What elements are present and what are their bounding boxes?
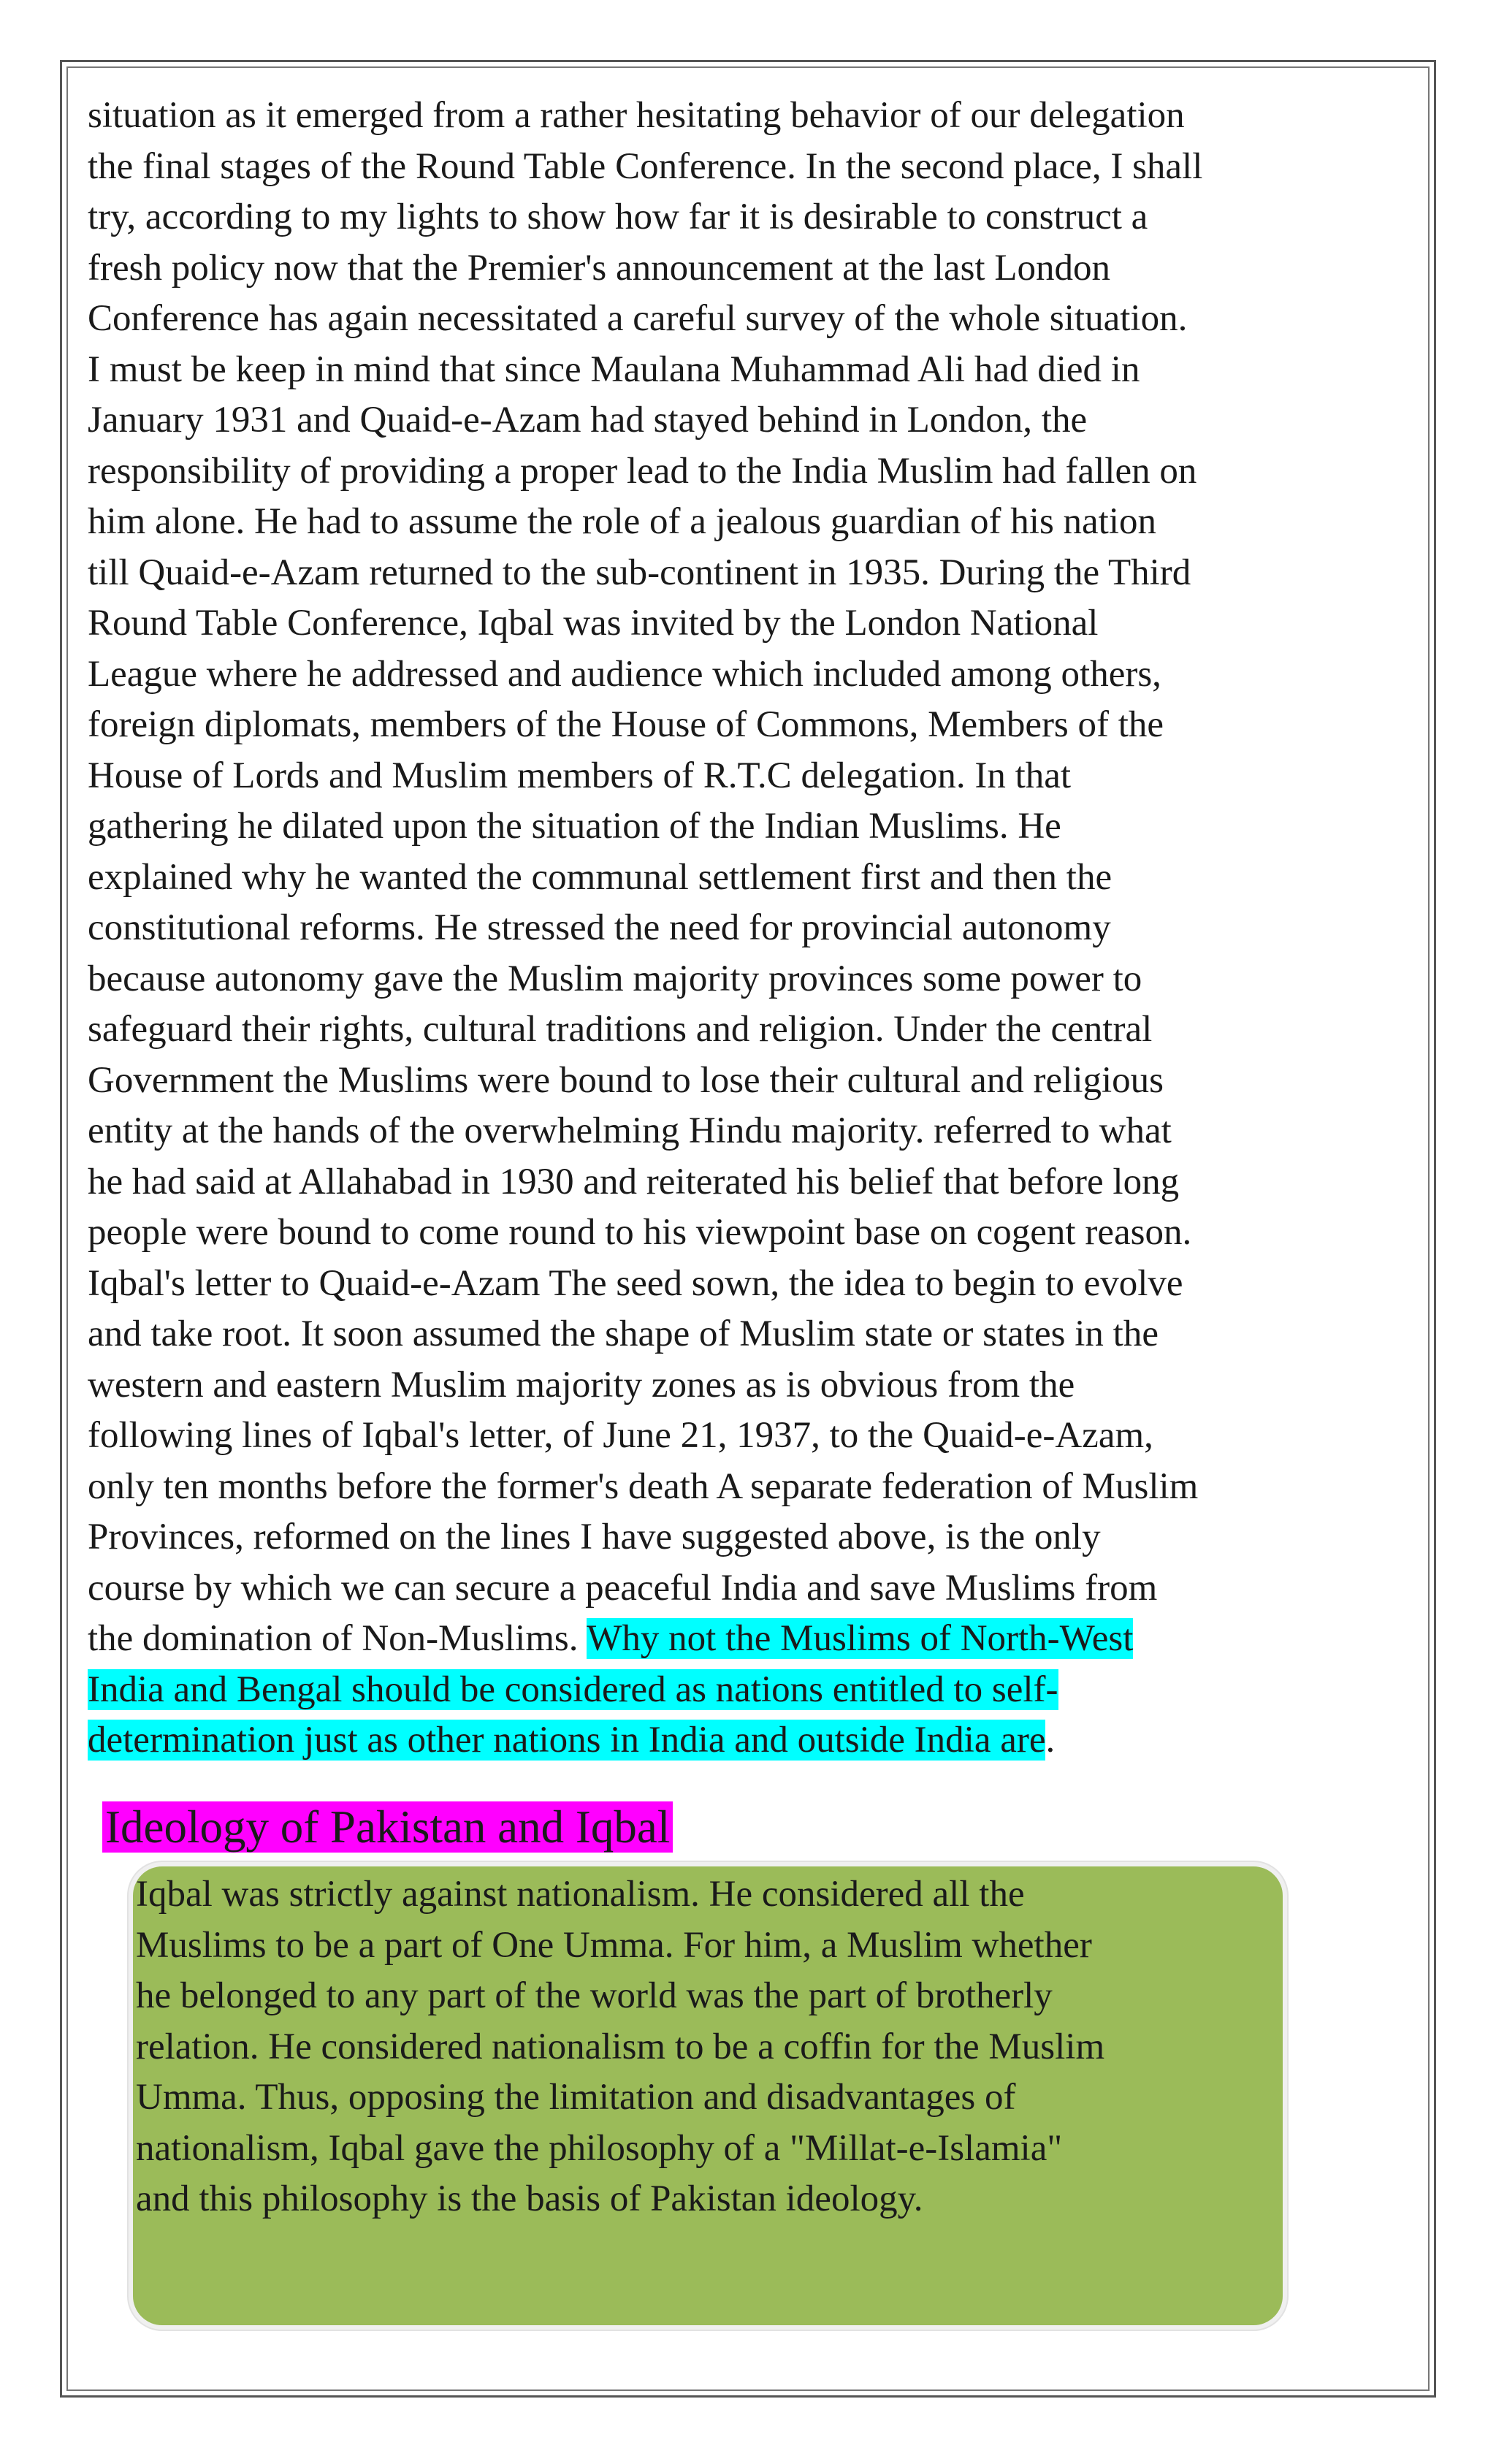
text-line: Iqbal was strictly against nationalism. He considered all the [136,1874,1025,1915]
text-line: gathering he dilated upon the situation of the Indian Muslims. He [88,806,1061,847]
text-line: House of Lords and Muslim members of R.T.C delegation. In that [88,755,1072,796]
text-line: Conference has again necessitated a careful survey of the whole situation. [88,298,1188,339]
text-line: responsibility of providing a proper lead to the India Muslim had fallen on [88,450,1197,492]
callout-text [136,1869,1290,2225]
text-line: situation as it emerged from a rather hesitating behavior of our delegation [88,95,1185,136]
text-line: fresh policy now that the Premier's announcement at the last London [88,247,1110,289]
text-segment: the domination of Non-Muslims. [88,1618,587,1659]
text-line [88,1715,1417,1766]
text-line: Umma. Thus, opposing the limitation and disadvantages of [136,2077,1016,2118]
body-paragraph [88,91,1417,1766]
heading-highlight: Ideology of Pakistan and Iqbal [102,1801,673,1853]
text-line: explained why he wanted the communal settlement first and then the [88,856,1113,898]
text-line: the final stages of the Round Table Conference. In the second place, I shall [88,145,1203,187]
text-line: January 1931 and Quaid-e-Azam had stayed behind in London, the [88,400,1088,440]
text-line: he had said at Allahabad in 1930 and reiterated his belief that before long [88,1161,1180,1202]
highlighted-text: India and Bengal should be considered as nations entitled to self- [88,1668,1058,1710]
text-line: only ten months before the former's death A separate federation of Muslim [88,1465,1199,1507]
text-line: he belonged to any part of the world was the part of brotherly [136,1975,1053,2016]
text-line: Provinces, reformed on the lines I have suggested above, is the only [88,1517,1101,1557]
text-line: Round Table Conference, Iqbal was invited by the London National [88,603,1099,644]
text-line: people were bound to come round to his viewpoint base on cogent reason. [88,1212,1192,1253]
text-line: following lines of Iqbal's letter, of June 21, 1937, to the Quaid-e-Azam, [88,1415,1153,1456]
text-line: entity at the hands of the overwhelming Hindu majority. referred to what [88,1110,1172,1151]
text-line: till Quaid-e-Azam returned to the sub-continent in 1935. During the Third [88,552,1191,593]
text-line: Iqbal's letter to Quaid-e-Azam The seed sown, the idea to begin to evolve [88,1262,1183,1304]
text-line: Muslims to be a part of One Umma. For him, a Muslim whether [136,1924,1092,1966]
text-line [88,1665,1417,1716]
text-line: western and eastern Muslim majority zones as is obvious from the [88,1364,1075,1405]
text-line: League where he addressed and audience which included among others, [88,653,1161,695]
highlighted-text: determination just as other nations in India and outside India are [88,1720,1046,1761]
text-line: and this philosophy is the basis of Pakistan ideology. [136,2178,923,2219]
text-line: course by which we can secure a peaceful India and save Muslims from [88,1567,1158,1609]
text-line: try, according to my lights to show how far it is desirable to construct a [88,197,1148,237]
text-segment: . [1045,1720,1056,1761]
highlighted-text: Why not the Muslims of North-West [587,1618,1134,1659]
text-line: because autonomy gave the Muslim majority provinces some power to [88,958,1142,999]
text-line: safeguard their rights, cultural traditions and religion. Under the central [88,1009,1153,1050]
text-line: relation. He considered nationalism to be a coffin for the Muslim [136,2026,1105,2067]
text-line: I must be keep in mind that since Maulana Muhammad Ali had died in [88,348,1140,390]
text-line: and take root. It soon assumed the shape of Muslim state or states in the [88,1313,1159,1354]
text-line: him alone. He had to assume the role of a jealous guardian of his nation [88,501,1157,542]
text-line [88,1614,1417,1665]
text-line: Government the Muslims were bound to lose their cultural and religious [88,1059,1164,1101]
section-heading [98,1796,677,1858]
text-line: nationalism, Iqbal gave the philosophy of a "Millat-e-Islamia" [136,2127,1063,2169]
text-line: foreign diplomats, members of the House of Commons, Members of the [88,704,1164,745]
text-line: constitutional reforms. He stressed the need for provincial autonomy [88,907,1111,948]
